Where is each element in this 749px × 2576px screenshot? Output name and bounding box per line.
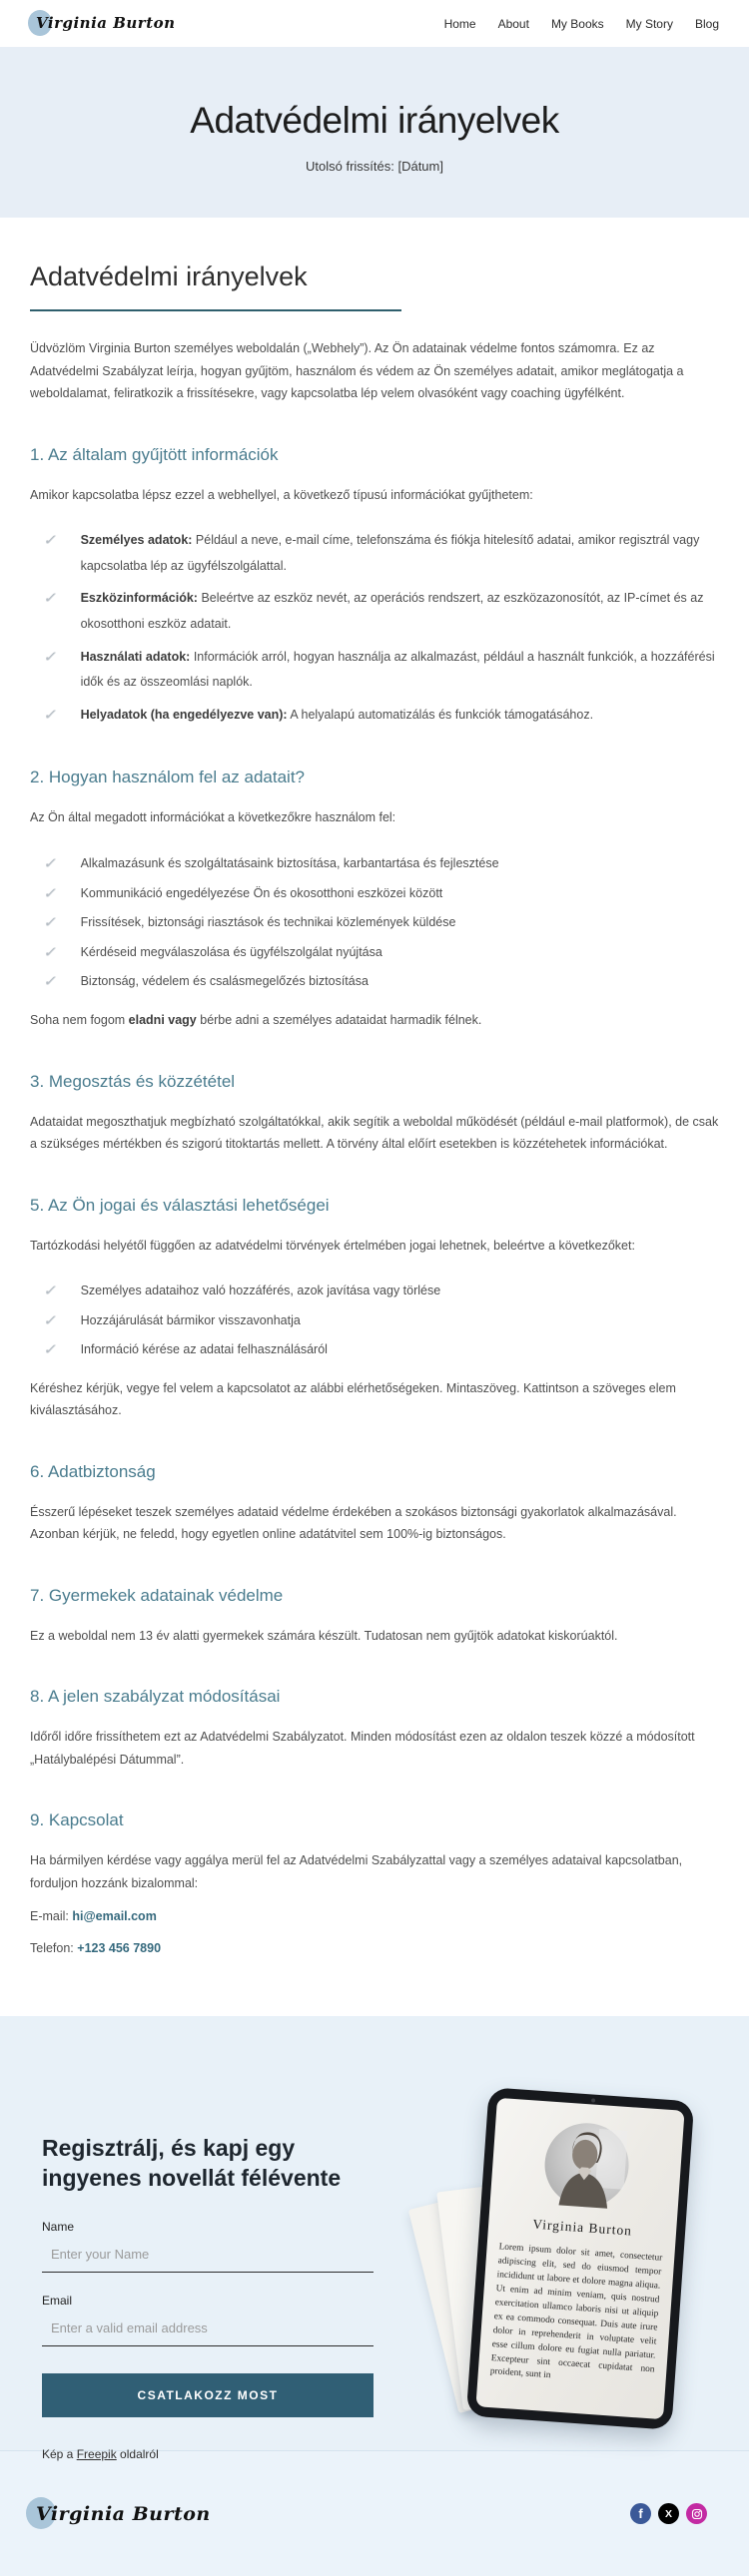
checklist bbox=[30, 851, 719, 995]
list-item bbox=[44, 645, 719, 696]
list-item-text: Hozzájárulását bármikor visszavonhatja bbox=[80, 1312, 301, 1327]
check-icon: ✓ bbox=[42, 914, 59, 932]
section-collected-info bbox=[30, 445, 719, 729]
instagram-icon[interactable] bbox=[686, 2503, 707, 2524]
site-footer bbox=[0, 2450, 749, 2576]
list-item bbox=[44, 1308, 719, 1334]
nav-item-blog[interactable]: Blog bbox=[694, 16, 719, 31]
section-intro: Amikor kapcsolatba lépsz ezzel a webhellyel, a következő típusú információkat gyűjthetem: bbox=[30, 487, 533, 502]
title-divider bbox=[30, 309, 401, 311]
check-icon: ✓ bbox=[42, 943, 59, 961]
list-item-lead: Személyes adatok: bbox=[80, 533, 193, 547]
check-icon: ✓ bbox=[42, 648, 59, 666]
nav-item-about[interactable]: About bbox=[497, 16, 529, 31]
image-credit bbox=[42, 2447, 374, 2461]
section-heading: 3. Megosztás és közzététel bbox=[30, 1071, 236, 1091]
name-label: Name bbox=[42, 2220, 75, 2235]
credit-post: oldalról bbox=[116, 2447, 159, 2462]
signup-title: Regisztrálj, és kapj egy ingyenes novellát félévente bbox=[42, 2135, 342, 2192]
x-twitter-icon[interactable] bbox=[658, 2503, 679, 2524]
list-item-text: Személyes adataihoz való hozzáférés, azok javítása vagy törlése bbox=[80, 1284, 441, 1297]
section-outro bbox=[30, 1009, 719, 1032]
list-item-body: Beleértve az eszköz nevét, az operációs rendszert, az eszközazonosítót, az IP-címet és az okosotthoni eszköz adatait. bbox=[80, 591, 704, 631]
name-input[interactable] bbox=[42, 2243, 374, 2273]
list-item-lead: Eszközinformációk: bbox=[80, 591, 198, 606]
outro-pre: Soha nem fogom bbox=[30, 1013, 129, 1027]
tablet-lorem-text: Lorem ipsum dolor sit amet, consectetur adipiscing elit, sed do eiusmod tempor incididunt ut labore et dolore magna aliqua. Ut enim ad minim veniam, quis nostrud exercitation ullamco laboris nisi ut aliquip ex ea commodo consequat. Duis aute irure dolor in reprehenderit in voluptate velit esse cillum dolore eu fugiat nulla pariatur. Excepteur sint occaecat cupidatat non proident, sunt in bbox=[489, 2242, 663, 2382]
section-heading: 5. Az Ön jogai és választási lehetőségei bbox=[30, 1195, 330, 1215]
email-link[interactable]: hi@email.com bbox=[72, 1909, 157, 1924]
section-intro: Az Ön által megadott információkat a következőkre használom fel: bbox=[30, 810, 396, 825]
signup-form bbox=[42, 2134, 374, 2461]
check-icon: ✓ bbox=[42, 590, 59, 608]
check-icon: ✓ bbox=[42, 706, 59, 724]
list-item-body: Információk arról, hogyan használja az alkalmazást, például a használt funkciók, a hozzáférési idők és az összeomlási naplók. bbox=[80, 649, 715, 690]
section-children bbox=[30, 1586, 719, 1648]
tablet-device-image bbox=[466, 2088, 695, 2431]
last-updated-text: Utolsó frissítés: [Dátum] bbox=[306, 159, 443, 174]
list-item-body: Például a neve, e-mail címe, telefonszáma és fiókja hitelesítő adatai, amikor regisztrál vagy kapcsolatba lép az ügyfélszolgálattal. bbox=[80, 533, 700, 573]
section-body: Időről időre frissíthetem ezt az Adatvédelmi Szabályzatot. Minden módosítást ezen az oldalon teszek közzé a módosított „Hatálybalépési Dátummal”. bbox=[30, 1730, 695, 1767]
list-item bbox=[44, 940, 719, 966]
outro-post: bérbe adni a személyes adataidat harmadik félnek. bbox=[196, 1013, 482, 1027]
tablet-screen bbox=[475, 2098, 684, 2419]
section-heading: 1. Az általam gyűjtött információk bbox=[30, 444, 279, 464]
facebook-icon[interactable] bbox=[630, 2503, 651, 2524]
instagram-camera-glyph bbox=[691, 2508, 703, 2520]
list-item bbox=[44, 703, 719, 729]
tablet-artwork bbox=[441, 2094, 701, 2438]
section-rights bbox=[30, 1196, 719, 1422]
check-icon: ✓ bbox=[42, 1341, 59, 1359]
list-item-text: Kérdéseid megválaszolása és ügyfélszolgálat nyújtása bbox=[80, 944, 382, 959]
section-outro: Kéréshez kérjük, vegye fel velem a kapcsolatot az alábbi elérhetőségeken. Mintaszöveg. Kattintson a szöveges elem kiválasztásához. bbox=[30, 1380, 676, 1418]
list-item-text: Frissítések, biztonsági riasztások és technikai közlemények küldése bbox=[80, 915, 456, 930]
section-data-usage bbox=[30, 768, 719, 1031]
contact-phone-line bbox=[30, 1938, 719, 1958]
nav-item-home[interactable]: Home bbox=[443, 16, 476, 31]
hero-banner bbox=[0, 47, 749, 218]
list-item-text: Kommunikáció engedélyezése Ön és okosotthoni eszközei között bbox=[80, 885, 443, 900]
list-item-text bbox=[81, 586, 719, 637]
main-nav bbox=[444, 17, 719, 31]
checklist bbox=[30, 528, 719, 728]
check-icon: ✓ bbox=[42, 1283, 59, 1299]
facebook-glyph: f bbox=[638, 2506, 643, 2522]
section-heading: 9. Kapcsolat bbox=[30, 1810, 124, 1830]
list-item-text bbox=[81, 528, 719, 579]
check-icon: ✓ bbox=[42, 884, 59, 902]
section-intro: Tartózkodási helyétől függően az adatvédelmi törvények értelmében jogai lehetnek, beleértve a következőket: bbox=[30, 1238, 635, 1253]
list-item-lead: Használati adatok: bbox=[80, 649, 191, 664]
section-heading: 8. A jelen szabályzat módosításai bbox=[30, 1687, 281, 1707]
policy-content bbox=[0, 218, 749, 2016]
newsletter-signup-section bbox=[0, 2016, 749, 2462]
site-header bbox=[0, 0, 749, 47]
email-input[interactable] bbox=[42, 2317, 374, 2346]
check-icon: ✓ bbox=[42, 1311, 59, 1329]
tablet-camera-dot bbox=[591, 2099, 595, 2103]
nav-item-my-story[interactable]: My Story bbox=[625, 16, 673, 31]
list-item bbox=[44, 586, 719, 637]
section-contact bbox=[30, 1810, 719, 1958]
section-heading: 7. Gyermekek adatainak védelme bbox=[30, 1585, 284, 1605]
freepik-link[interactable]: Freepik bbox=[76, 2447, 117, 2462]
section-changes bbox=[30, 1687, 719, 1771]
check-icon: ✓ bbox=[42, 532, 59, 549]
section-body: Ez a weboldal nem 13 év alatti gyermekek számára készült. Tudatosan nem gyűjtök adatokat kiskorúaktól. bbox=[30, 1628, 618, 1643]
tablet-author-name: Virginia Burton bbox=[531, 2216, 633, 2239]
list-item bbox=[44, 1337, 719, 1363]
list-item-text: Biztonság, védelem és csalásmegelőzés biztosítása bbox=[80, 974, 369, 989]
list-item bbox=[44, 1279, 719, 1304]
contact-email-line bbox=[30, 1906, 719, 1926]
list-item-text bbox=[81, 703, 593, 729]
list-item bbox=[44, 881, 719, 907]
email-label: E-mail: bbox=[30, 1909, 73, 1924]
section-sharing bbox=[30, 1072, 719, 1156]
footer-logo[interactable] bbox=[30, 2503, 211, 2525]
social-links bbox=[630, 2503, 707, 2524]
outro-bold: eladni vagy bbox=[128, 1013, 197, 1027]
list-item bbox=[44, 910, 719, 936]
section-security bbox=[30, 1462, 719, 1546]
author-portrait-image bbox=[542, 2121, 632, 2211]
check-icon: ✓ bbox=[42, 973, 59, 991]
phone-label: Telefon: bbox=[30, 1941, 78, 1956]
list-item bbox=[44, 969, 719, 995]
list-item bbox=[44, 528, 719, 579]
list-item-lead: Helyadatok (ha engedélyezve van): bbox=[80, 707, 288, 722]
credit-pre: Kép a bbox=[42, 2447, 77, 2462]
list-item-body: A helyalapú automatizálás és funkciók támogatásához. bbox=[287, 707, 594, 722]
nav-item-my-books[interactable]: My Books bbox=[550, 16, 604, 31]
intro-paragraph: Üdvözlöm Virginia Burton személyes weboldalán („Webhely”). Az Ön adatainak védelme fontos számomra. Ez az Adatvédelmi Szabályzat leírja, hogyan gyűjtöm, használom és védem az Ön személyes adatait, amikor meglátogatja a weboldalamat, feliratkozik a frissítésekre, vagy kapcsolatba lép velem olvasóként vagy coaching ügyfélként. bbox=[30, 341, 684, 400]
page-title: Adatvédelmi irányelvek bbox=[190, 100, 559, 141]
phone-value: +123 456 7890 bbox=[77, 1941, 162, 1956]
footer-logo-text: Virginia Burton bbox=[36, 2502, 211, 2525]
section-body: Adataidat megoszthatjuk megbízható szolgáltatókkal, akik segítik a weboldal működését (például e-mail platformok), de csak a szükséges mértékben és szigorú titoktartás mellett. A törvény által előírt esetekben is közzétehetek információkat. bbox=[30, 1114, 719, 1151]
section-body: Ha bármilyen kérdése vagy aggálya merül fel az Adatvédelmi Szabályzattal vagy a személyes adataival kapcsolatban, forduljon hozzánk bizalommal: bbox=[30, 1853, 683, 1890]
section-heading: 6. Adatbiztonság bbox=[30, 1461, 156, 1481]
email-label: Email bbox=[42, 2294, 73, 2309]
content-title: Adatvédelmi irányelvek bbox=[30, 261, 308, 291]
list-item bbox=[44, 851, 719, 877]
list-item-text: Alkalmazásunk és szolgáltatásaink biztosítása, karbantartása és fejlesztése bbox=[80, 855, 499, 870]
site-logo[interactable] bbox=[30, 14, 176, 33]
section-body: Ésszerű lépéseket teszek személyes adataid védelme érdekében a szokásos biztonsági gyakorlatok alkalmazásával. Azonban kérjük, ne feledd, hogy egyetlen online adatátvitel sem 100%-ig biztonságos. bbox=[30, 1504, 677, 1542]
join-now-button[interactable]: CSATLAKOZZ MOST bbox=[42, 2373, 374, 2417]
section-heading: 2. Hogyan használom fel az adatait? bbox=[30, 768, 306, 787]
list-item-text bbox=[81, 645, 719, 696]
list-item-text: Információ kérése az adatai felhasználásáról bbox=[80, 1342, 328, 1357]
logo-text: Virginia Burton bbox=[36, 14, 176, 32]
checklist bbox=[30, 1279, 719, 1363]
x-glyph: X bbox=[664, 2507, 672, 2520]
check-icon: ✓ bbox=[42, 854, 59, 872]
